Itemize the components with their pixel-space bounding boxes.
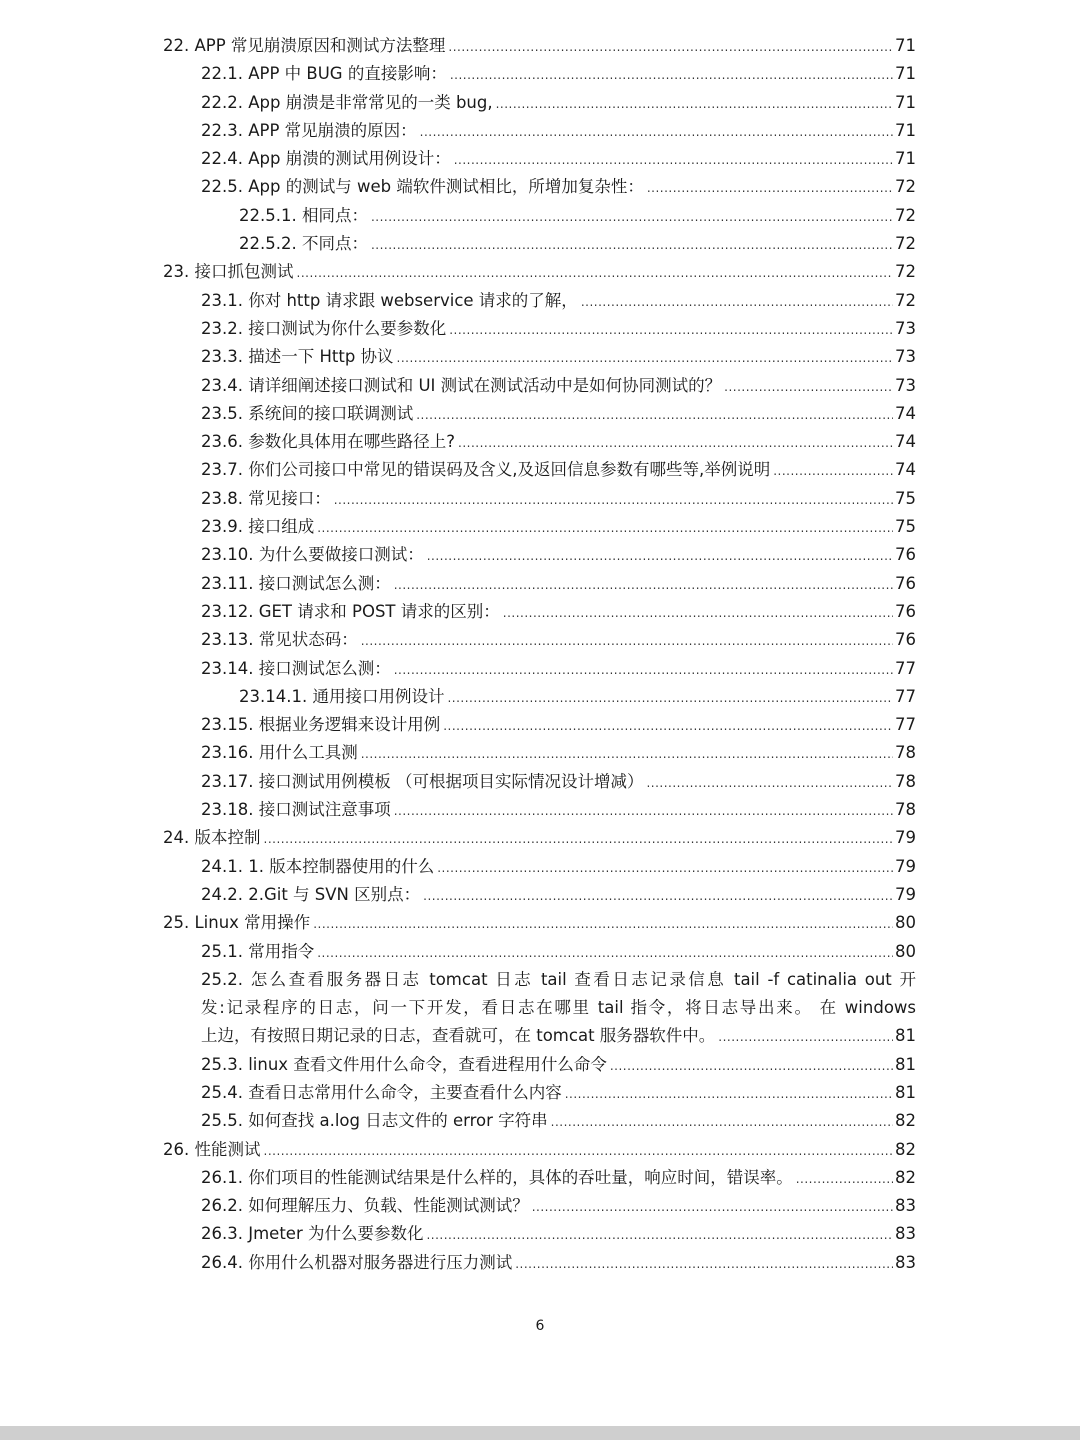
toc-entry-row	[201, 626, 916, 656]
toc-entry-row	[201, 796, 916, 826]
toc-entry-label: 23.14.1. 通用接口用例设计	[239, 683, 447, 713]
toc-entry-row	[201, 89, 916, 119]
toc-entry[interactable]	[0, 655, 1080, 683]
toc-page-number: 78	[893, 796, 916, 824]
toc-entry-row	[163, 1136, 916, 1166]
toc-page-number: 72	[893, 258, 916, 286]
toc-entry-label: 24. 版本控制	[163, 824, 264, 854]
toc-entry-row	[201, 1192, 916, 1222]
toc-entry[interactable]	[0, 343, 1080, 371]
toc-entry[interactable]	[0, 60, 1080, 88]
toc-leader-dots	[458, 428, 916, 458]
toc-entry[interactable]	[0, 909, 1080, 937]
toc-page-number: 77	[893, 711, 916, 739]
toc-entry-row	[163, 824, 916, 854]
toc-page-number: 74	[893, 428, 916, 456]
toc-entry-row	[201, 1079, 916, 1109]
toc-entry-row	[201, 456, 916, 486]
toc-entry[interactable]	[0, 626, 1080, 654]
toc-entry-row	[201, 1051, 916, 1081]
page-number: 6	[535, 1318, 545, 1334]
toc-entry[interactable]	[0, 230, 1080, 258]
toc-entry-label: 25. Linux 常用操作	[163, 909, 313, 939]
toc-entry-row	[201, 485, 916, 515]
toc-entry-label: 24.1. 1. 版本控制器使用的什么	[201, 853, 437, 883]
toc-leader-dots	[264, 824, 917, 854]
toc-entry[interactable]	[0, 938, 1080, 966]
toc-leader-dots	[532, 1192, 916, 1222]
toc-entry-row	[201, 1107, 916, 1137]
toc-entry-label: 23. 接口抓包测试	[163, 258, 297, 288]
toc-entry[interactable]	[0, 683, 1080, 711]
toc-page-number: 76	[893, 541, 916, 569]
toc-page-number: 76	[893, 598, 916, 626]
toc-page-number: 83	[893, 1192, 916, 1220]
toc-entry-row	[201, 853, 916, 883]
toc-page-number: 73	[893, 343, 916, 371]
toc-entry[interactable]	[0, 824, 1080, 852]
toc-entry-row	[201, 315, 916, 345]
toc-entry-label: 22.5.2. 不同点：	[239, 230, 371, 260]
toc-leader-dots	[423, 881, 916, 911]
toc-leader-dots	[427, 541, 916, 571]
toc-entry-label: 22. APP 常见崩溃原因和测试方法整理	[163, 32, 448, 62]
toc-leader-dots	[447, 683, 916, 713]
toc-entry-label: 上边，有按照日期记录的日志，查看就可，在 tomcat 服务器软件中。	[201, 1022, 718, 1052]
toc-page-number: 82	[893, 1107, 916, 1135]
toc-entry-row	[201, 1022, 916, 1052]
toc-entry-row	[201, 711, 916, 741]
toc-page-number: 71	[893, 117, 916, 145]
toc-entry[interactable]	[0, 881, 1080, 909]
toc-entry-label: 26. 性能测试	[163, 1136, 264, 1166]
toc-entry-label: 25.5. 如何查找 a.log 日志文件的 error 字符串	[201, 1107, 551, 1137]
toc-leader-dots	[361, 739, 916, 769]
toc-entry-row	[201, 60, 916, 90]
toc-entry[interactable]	[0, 711, 1080, 739]
toc-page-number: 81	[893, 1079, 916, 1107]
toc-entry[interactable]	[0, 1051, 1080, 1079]
toc-leader-dots	[450, 60, 916, 90]
toc-entry-wrapped-last-line	[0, 1022, 1080, 1050]
toc-page-number: 73	[893, 315, 916, 343]
toc-entry-label: 26.3. Jmeter 为什么要参数化	[201, 1220, 426, 1250]
toc-entry[interactable]	[0, 400, 1080, 428]
toc-entry[interactable]	[0, 145, 1080, 173]
toc-leader-dots	[449, 315, 916, 345]
toc-leader-dots	[565, 1079, 916, 1109]
toc-page-number: 82	[893, 1136, 916, 1164]
toc-entry[interactable]	[0, 258, 1080, 286]
toc-entry[interactable]	[0, 1079, 1080, 1107]
toc-leader-dots	[448, 32, 916, 62]
toc-entry[interactable]	[0, 598, 1080, 626]
toc-leader-dots	[581, 287, 916, 317]
toc-entry[interactable]	[0, 853, 1080, 881]
toc-entry[interactable]	[0, 32, 1080, 60]
toc-leader-dots	[515, 1249, 916, 1279]
toc-entry-label: 23.16. 用什么工具测	[201, 739, 361, 769]
toc-entry-row	[201, 881, 916, 911]
toc-entry[interactable]	[0, 1136, 1080, 1164]
toc-entry-row	[239, 230, 916, 260]
toc-leader-dots	[394, 655, 916, 685]
toc-page-number: 73	[893, 372, 916, 400]
toc-entry-label: 23.4. 请详细阐述接口测试和 UI 测试在测试活动中是如何协同测试的？	[201, 372, 724, 402]
toc-entry-label: 23.2. 接口测试为你什么要参数化	[201, 315, 449, 345]
toc-leader-dots	[724, 372, 916, 402]
toc-leader-dots	[551, 1107, 916, 1137]
toc-leader-dots	[426, 1220, 916, 1250]
toc-leader-dots	[317, 938, 916, 968]
toc-entry-row	[163, 32, 916, 62]
toc-leader-dots	[437, 853, 916, 883]
toc-page-number: 71	[893, 32, 916, 60]
toc-page-number: 78	[893, 739, 916, 767]
toc-entry[interactable]	[0, 173, 1080, 201]
toc-entry-row	[201, 598, 916, 628]
toc-entry-label: 22.1. APP 中 BUG 的直接影响：	[201, 60, 450, 90]
toc-entry-label: 23.8. 常见接口：	[201, 485, 334, 515]
toc-leader-dots	[646, 768, 916, 798]
toc-entry-row	[201, 570, 916, 600]
toc-entry-label: 26.1. 你们项目的性能测试结果是什么样的，具体的吞吐量，响应时间，错误率。	[201, 1164, 796, 1194]
toc-entry[interactable]	[0, 1164, 1080, 1192]
toc-entry-label: 22.2. App 崩溃是非常常见的一类 bug,	[201, 89, 496, 119]
toc-entry-label: 25.4. 查看日志常用什么命令，主要查看什么内容	[201, 1079, 565, 1109]
toc-entry-label: 23.12. GET 请求和 POST 请求的区别：	[201, 598, 503, 628]
toc-page-number: 75	[893, 513, 916, 541]
toc-entry[interactable]	[0, 456, 1080, 484]
table-of-contents	[0, 32, 1080, 1277]
toc-entry-multiline[interactable]	[0, 966, 1080, 1051]
toc-leader-dots	[397, 343, 916, 373]
toc-entry-label: 23.10. 为什么要做接口测试：	[201, 541, 427, 571]
toc-entry[interactable]	[0, 1220, 1080, 1248]
toc-entry[interactable]	[0, 541, 1080, 569]
toc-leader-dots	[443, 711, 916, 741]
toc-page-number: 72	[893, 230, 916, 258]
toc-entry-label: 23.18. 接口测试注意事项	[201, 796, 394, 826]
toc-entry-label: 25.3. linux 查看文件用什么命令，查看进程用什么命令	[201, 1051, 610, 1081]
toc-leader-dots	[454, 145, 916, 175]
toc-entry-label: 22.3. APP 常见崩溃的原因：	[201, 117, 420, 147]
toc-entry[interactable]	[0, 1107, 1080, 1135]
toc-entry-label: 22.5. App 的测试与 web 端软件测试相比，所增加复杂性：	[201, 173, 647, 203]
toc-page-number: 79	[893, 853, 916, 881]
toc-page-number: 72	[893, 173, 916, 201]
toc-entry-row	[201, 372, 916, 402]
toc-entry-row	[239, 202, 916, 232]
toc-leader-dots	[264, 1136, 917, 1166]
toc-page-number: 80	[893, 909, 916, 937]
toc-entry-wrapped-line	[0, 966, 1080, 994]
toc-page-number: 83	[893, 1249, 916, 1277]
toc-entry-label: 22.5.1. 相同点：	[239, 202, 371, 232]
toc-entry-row	[201, 655, 916, 685]
toc-entry-row	[239, 683, 916, 713]
toc-page-number: 81	[893, 1051, 916, 1079]
toc-entry-label: 发:记录程序的日志，问一下开发，看日志在哪里 tail 指令，将日志导出来。 在 windows	[201, 998, 916, 1018]
toc-page-number: 79	[893, 881, 916, 909]
toc-page-number: 71	[893, 145, 916, 173]
toc-page-number: 74	[893, 456, 916, 484]
toc-entry-row	[201, 739, 916, 769]
toc-leader-dots	[416, 400, 916, 430]
toc-entry-label: 23.9. 接口组成	[201, 513, 317, 543]
toc-leader-dots	[371, 230, 916, 260]
toc-entry[interactable]	[0, 89, 1080, 117]
toc-page-number: 77	[893, 655, 916, 683]
toc-leader-dots	[371, 202, 916, 232]
toc-entry[interactable]	[0, 485, 1080, 513]
toc-leader-dots	[718, 1022, 916, 1052]
toc-page-number: 80	[893, 938, 916, 966]
toc-page-number: 81	[893, 1022, 916, 1050]
toc-entry-row	[201, 768, 916, 798]
toc-entry-label: 26.2. 如何理解压力、负载、性能测试测试？	[201, 1192, 532, 1222]
toc-entry[interactable]	[0, 1249, 1080, 1277]
toc-entry-label: 23.5. 系统间的接口联调测试	[201, 400, 416, 430]
toc-page-number: 76	[893, 626, 916, 654]
toc-entry[interactable]	[0, 428, 1080, 456]
toc-entry[interactable]	[0, 287, 1080, 315]
toc-page-number: 71	[893, 60, 916, 88]
toc-entry[interactable]	[0, 315, 1080, 343]
toc-entry[interactable]	[0, 768, 1080, 796]
toc-entry-label: 23.6. 参数化具体用在哪些路径上?	[201, 428, 458, 458]
toc-entry-row	[201, 145, 916, 175]
toc-entry-label: 26.4. 你用什么机器对服务器进行压力测试	[201, 1249, 515, 1279]
toc-entry-row	[201, 173, 916, 203]
toc-entry-label: 25.1. 常用指令	[201, 938, 317, 968]
toc-entry[interactable]	[0, 117, 1080, 145]
toc-leader-dots	[334, 485, 916, 515]
toc-entry[interactable]	[0, 372, 1080, 400]
toc-entry-label: 23.15. 根据业务逻辑来设计用例	[201, 711, 443, 741]
toc-entry-row	[201, 117, 916, 147]
toc-page-number: 76	[893, 570, 916, 598]
toc-entry-row	[201, 428, 916, 458]
toc-entry-label: 23.3. 描述一下 Http 协议	[201, 343, 397, 373]
toc-entry-row	[201, 1220, 916, 1250]
toc-page-number: 71	[893, 89, 916, 117]
toc-entry[interactable]	[0, 739, 1080, 767]
toc-entry-row	[201, 400, 916, 430]
toc-entry-row	[201, 513, 916, 543]
toc-entry-label: 23.14. 接口测试怎么测：	[201, 655, 394, 685]
toc-entry-row	[201, 343, 916, 373]
toc-leader-dots	[610, 1051, 916, 1081]
toc-entry-wrapped-line	[0, 994, 1080, 1022]
toc-leader-dots	[297, 258, 917, 288]
toc-leader-dots	[394, 796, 916, 826]
toc-page-number: 72	[893, 287, 916, 315]
toc-leader-dots	[361, 626, 916, 656]
toc-entry[interactable]	[0, 1192, 1080, 1220]
toc-entry-label: 24.2. 2.Git 与 SVN 区别点：	[201, 881, 423, 911]
toc-page-number: 83	[893, 1220, 916, 1248]
toc-entry-row	[201, 287, 916, 317]
toc-entry-label: 23.17. 接口测试用例模板 （可根据项目实际情况设计增减）	[201, 768, 646, 798]
toc-entry-row	[201, 541, 916, 571]
toc-entry-row	[201, 1249, 916, 1279]
toc-leader-dots	[394, 570, 916, 600]
toc-page-number: 79	[893, 824, 916, 852]
toc-entry-label: 23.13. 常见状态码：	[201, 626, 361, 656]
toc-entry-label: 23.7. 你们公司接口中常见的错误码及含义,及返回信息参数有哪些等,举例说明	[201, 456, 773, 486]
toc-leader-dots	[647, 173, 916, 203]
toc-leader-dots	[420, 117, 916, 147]
toc-entry-row	[201, 1164, 916, 1194]
toc-entry-row	[163, 258, 916, 288]
toc-leader-dots	[503, 598, 916, 628]
toc-page-number: 74	[893, 400, 916, 428]
bottom-scroll-edge	[0, 1426, 1080, 1440]
toc-entry-label: 23.11. 接口测试怎么测：	[201, 570, 394, 600]
toc-entry[interactable]	[0, 513, 1080, 541]
toc-leader-dots	[496, 89, 916, 119]
toc-page-number: 72	[893, 202, 916, 230]
toc-page-number: 78	[893, 768, 916, 796]
toc-entry-label: 22.4. App 崩溃的测试用例设计：	[201, 145, 454, 175]
toc-entry[interactable]	[0, 570, 1080, 598]
toc-entry-label: 23.1. 你对 http 请求跟 webservice 请求的了解，	[201, 287, 581, 317]
toc-leader-dots	[313, 909, 916, 939]
toc-leader-dots	[317, 513, 916, 543]
toc-page-number: 77	[893, 683, 916, 711]
toc-entry-row	[201, 938, 916, 968]
toc-entry[interactable]	[0, 796, 1080, 824]
toc-entry-row	[163, 909, 916, 939]
toc-page-number: 82	[893, 1164, 916, 1192]
toc-page-number: 75	[893, 485, 916, 513]
toc-entry-label: 25.2. 怎么查看服务器日志 tomcat 日志 tail 查看日志记录信息 tail -f catinalia out 开	[201, 969, 916, 989]
toc-entry[interactable]	[0, 202, 1080, 230]
